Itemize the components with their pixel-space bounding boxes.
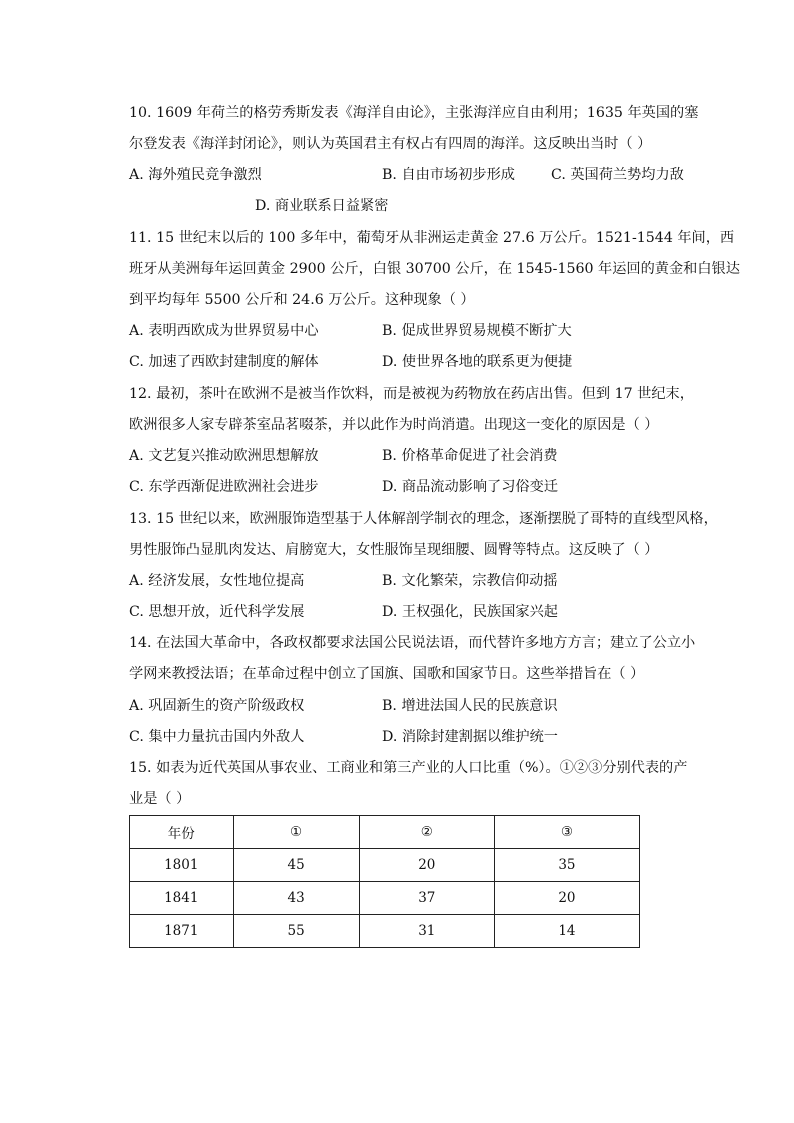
q14-line-2: 学网来教授法语；在革命过程中创立了国旗、国歌和国家节日。这些举措旨在（ ）	[129, 666, 645, 682]
q10-option-b: B. 自由市场初步形成	[382, 167, 515, 183]
q14-line-1: 14. 在法国大革命中，各政权都要求法国公民说法语，而代替许多地方方言；建立了公立小	[129, 635, 696, 651]
header-col-2: ②	[359, 816, 494, 849]
table-cell: 1871	[130, 915, 234, 948]
q14-option-b: B. 增进法国人民的民族意识	[382, 698, 558, 714]
q13-option-b: B. 文化繁荣，宗教信仰动摇	[382, 573, 558, 589]
table-cell: 43	[233, 882, 359, 915]
q14-option-d: D. 消除封建割据以维护统一	[382, 729, 558, 745]
q12-option-c: C. 东学西渐促进欧洲社会进步	[129, 479, 319, 495]
table-cell: 31	[359, 915, 494, 948]
table-row	[130, 915, 640, 948]
table-cell: 14	[494, 915, 639, 948]
table-row	[130, 849, 640, 882]
q11-line-1: 11. 15 世纪末以后的 100 多年中，葡萄牙从非洲运走黄金 27.6 万公斤。1521-1544 年间，西	[129, 230, 735, 246]
q15-line-1: 15. 如表为近代英国从事农业、工商业和第三产业的人口比重（%）。①②③分别代表的产	[129, 760, 688, 776]
q11-option-a: A. 表明西欧成为世界贸易中心	[129, 323, 319, 339]
q13-option-d: D. 王权强化，民族国家兴起	[382, 604, 558, 620]
table-cell: 37	[359, 882, 494, 915]
q10-option-d: D. 商业联系日益紧密	[255, 198, 389, 214]
header-col-1: ①	[233, 816, 359, 849]
q13-line-1: 13. 15 世纪以来，欧洲服饰造型基于人体解剖学制衣的理念，逐渐摆脱了哥特的直线型风格，	[129, 511, 718, 527]
table-cell: 45	[233, 849, 359, 882]
q15-line-2: 业是（ ）	[129, 791, 191, 807]
q11-option-c: C. 加速了西欧封建制度的解体	[129, 354, 319, 370]
q10-line-1: 10. 1609 年荷兰的格劳秀斯发表《海洋自由论》，主张海洋应自由利用；1635 年英国的塞	[129, 105, 699, 121]
q12-option-b: B. 价格革命促进了社会消费	[382, 448, 558, 464]
q11-option-d: D. 使世界各地的联系更为便捷	[382, 354, 573, 370]
table-header-row	[130, 816, 640, 849]
q12-option-a: A. 文艺复兴推动欧洲思想解放	[129, 448, 319, 464]
population-share-table	[129, 815, 640, 948]
q12-line-1: 12. 最初，茶叶在欧洲不是被当作饮料，而是被视为药物放在药店出售。但到 17 世纪末，	[129, 386, 694, 402]
q11-line-3: 到平均每年 5500 公斤和 24.6 万公斤。这种现象（ ）	[129, 292, 475, 308]
table-cell: 1801	[130, 849, 234, 882]
table-cell: 1841	[130, 882, 234, 915]
q13-option-a: A. 经济发展，女性地位提高	[129, 573, 305, 589]
header-col-3: ③	[494, 816, 639, 849]
q14-option-c: C. 集中力量抗击国内外敌人	[129, 729, 305, 745]
table-cell: 20	[359, 849, 494, 882]
q11-line-2: 班牙从美洲每年运回黄金 2900 公斤，白银 30700 公斤，在 1545-1560 年运回的黄金和白银达	[129, 261, 740, 277]
q13-option-c: C. 思想开放，近代科学发展	[129, 604, 305, 620]
q11-option-b: B. 促成世界贸易规模不断扩大	[382, 323, 572, 339]
table-cell: 35	[494, 849, 639, 882]
q14-option-a: A. 巩固新生的资产阶级政权	[129, 698, 305, 714]
table-row	[130, 882, 640, 915]
q12-line-2: 欧洲很多人家专辟茶室品茗啜茶，并以此作为时尚消遣。出现这一变化的原因是（ ）	[129, 417, 659, 433]
q10-option-c: C. 英国荷兰势均力敌	[551, 167, 684, 183]
q10-option-a: A. 海外殖民竞争激烈	[129, 167, 262, 183]
table-cell: 55	[233, 915, 359, 948]
header-year: 年份	[130, 816, 234, 849]
q12-option-d: D. 商品流动影响了习俗变迁	[382, 479, 558, 495]
table-cell: 20	[494, 882, 639, 915]
q10-line-2: 尔登发表《海洋封闭论》，则认为英国君主有权占有四周的海洋。这反映出当时（ ）	[129, 136, 652, 152]
q13-line-2: 男性服饰凸显肌肉发达、肩膀宽大，女性服饰呈现细腰、圆臀等特点。这反映了（ ）	[129, 542, 659, 558]
